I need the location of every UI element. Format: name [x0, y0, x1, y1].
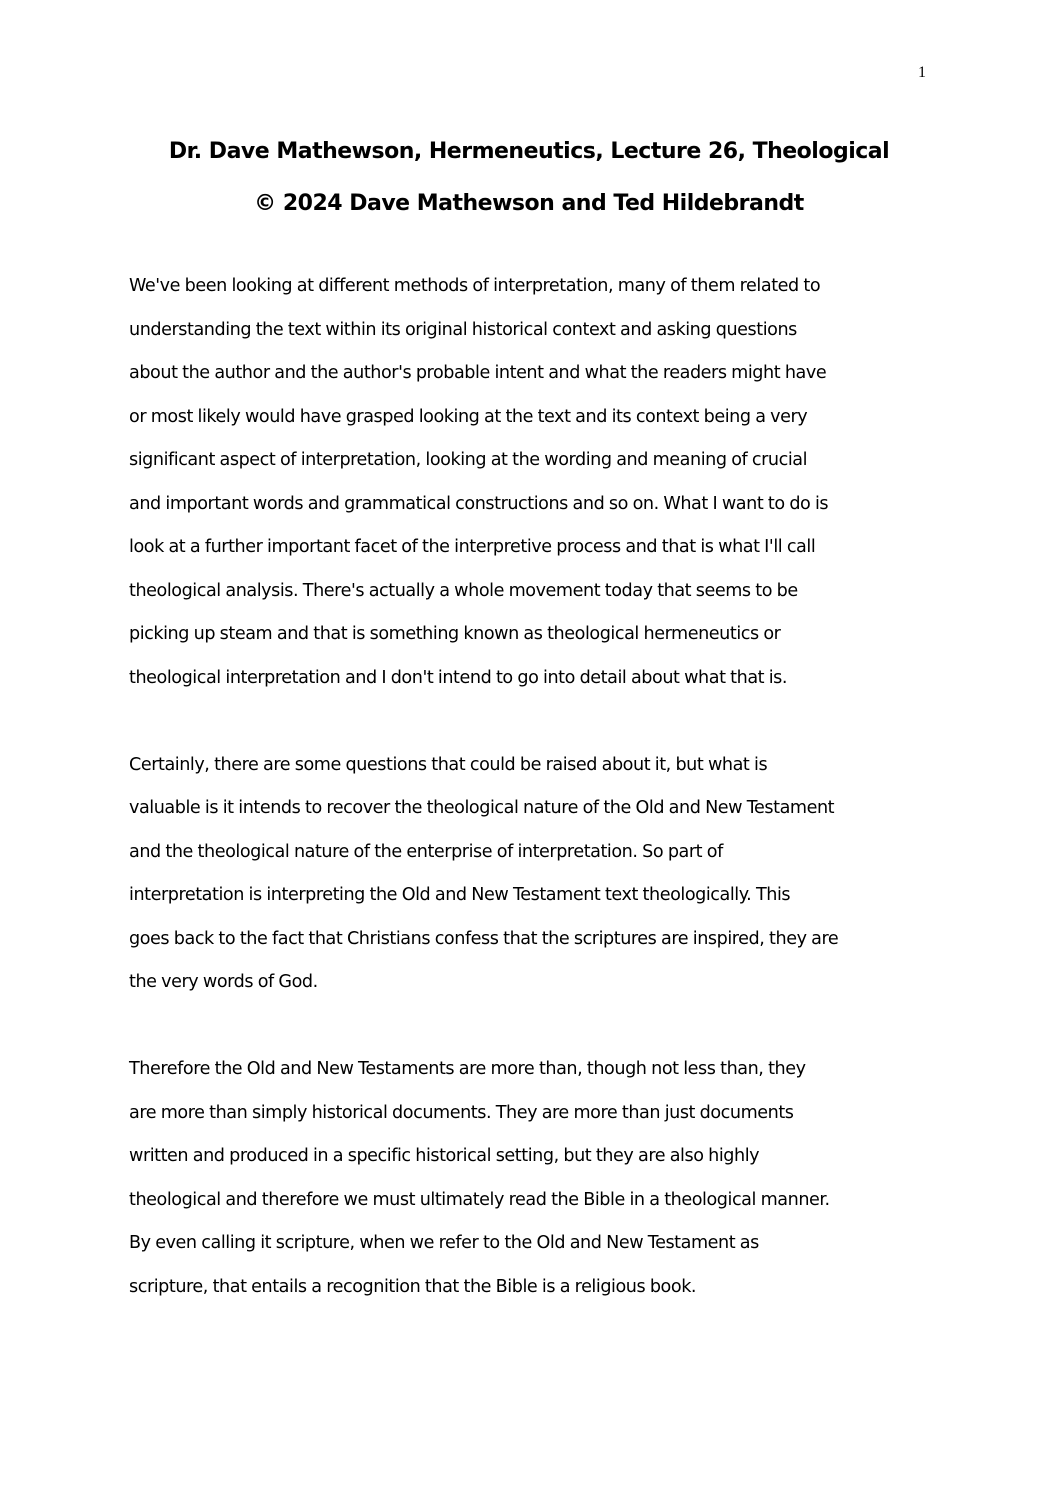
text-line: theological analysis. There's actually a whole movement today that seems to be — [129, 580, 798, 601]
text-line: valuable is it intends to recover the theological nature of the Old and New Testament — [129, 798, 835, 818]
body-text — [129, 265, 949, 1353]
paragraph-3 — [129, 1048, 949, 1309]
paragraph-1 — [129, 265, 949, 700]
text-line: interpretation is interpreting the Old and New Testament text theologically. This — [129, 885, 791, 905]
paragraph-2 — [129, 744, 949, 1005]
text-line: and important words and grammatical constructions and so on. What I want to do is — [129, 493, 829, 514]
text-line: and the theological nature of the enterprise of interpretation. So part of — [129, 841, 723, 862]
text-line: are more than simply historical documents. They are more than just documents — [129, 1102, 794, 1123]
text-line: theological interpretation and I don't intend to go into detail about what that is. — [129, 667, 788, 688]
text-line: scripture, that entails a recognition that the Bible is a religious book. — [129, 1276, 697, 1297]
text-line: the very words of God. — [129, 972, 318, 992]
page-number: 1 — [918, 64, 926, 81]
text-line: understanding the text within its original historical context and asking questions — [129, 319, 797, 340]
document-title — [0, 126, 1058, 230]
text-line: about the author and the author's probable intent and what the readers might have — [129, 363, 827, 383]
text-line: written and produced in a specific historical setting, but they are also highly — [129, 1146, 760, 1166]
text-line: We've been looking at different methods of interpretation, many of them related to — [129, 276, 821, 296]
title-line-1: Dr. Dave Mathewson, Hermeneutics, Lecture 26, Theological — [168, 139, 890, 164]
text-line: significant aspect of interpretation, looking at the wording and meaning of crucial — [129, 450, 808, 470]
text-line: picking up steam and that is something known as theological hermeneutics or — [129, 624, 781, 644]
text-line: or most likely would have grasped looking at the text and its context being a very — [129, 406, 808, 427]
text-line: By even calling it scripture, when we refer to the Old and New Testament as — [129, 1233, 759, 1253]
text-line: goes back to the fact that Christians confess that the scriptures are inspired, they are — [129, 928, 839, 949]
text-line: Therefore the Old and New Testaments are more than, though not less than, they — [129, 1059, 806, 1079]
text-line: theological and therefore we must ultimately read the Bible in a theological manner. — [129, 1189, 830, 1210]
title-line-2: © 2024 Dave Mathewson and Ted Hildebrandt — [254, 191, 804, 216]
text-line: Certainly, there are some questions that could be raised about it, but what is — [129, 754, 768, 775]
text-line: look at a further important facet of the interpretive process and that is what I'll call — [129, 537, 816, 557]
